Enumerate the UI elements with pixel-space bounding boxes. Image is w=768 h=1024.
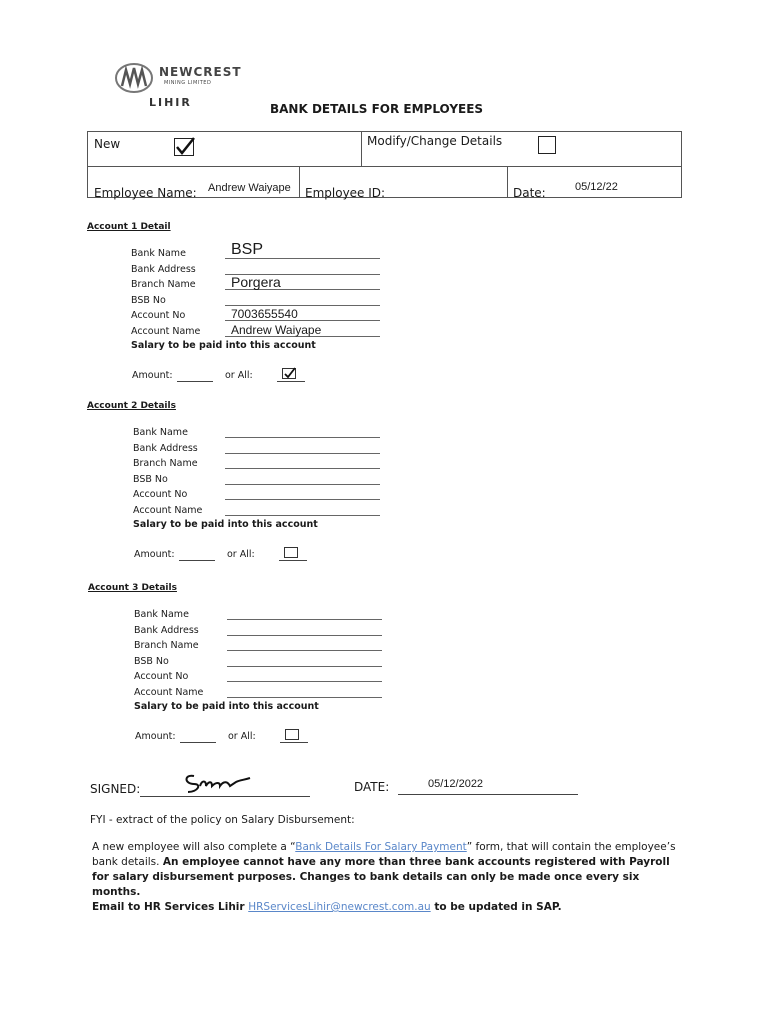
sign-date-label: DATE: <box>354 780 390 794</box>
account-1-amount-label: Amount: <box>132 370 173 381</box>
account-2-field-line <box>225 484 380 485</box>
handwritten-signature-icon <box>180 770 260 796</box>
account-3-field-label: Bank Name <box>134 609 189 620</box>
account-2-salary-label: Salary to be paid into this account <box>133 519 318 530</box>
table-divider <box>299 166 300 197</box>
account-2-field-line <box>225 515 380 516</box>
account-3-field-label: Branch Name <box>134 640 199 651</box>
account-3-field-line <box>227 619 382 620</box>
account-3-all-checkbox[interactable] <box>285 729 299 740</box>
checkmark-icon <box>283 367 297 379</box>
modify-label: Modify/Change Details <box>367 134 503 148</box>
account-3-field-line <box>227 681 382 682</box>
logo-subtitle-text: MINING LIMITED <box>164 80 212 86</box>
sign-date-value[interactable]: 05/12/2022 <box>428 778 484 790</box>
account-2-or-all-label: or All: <box>227 549 255 560</box>
employee-name-label: Employee Name: <box>94 186 197 200</box>
account-3-amount-label: Amount: <box>135 731 176 742</box>
signature-line <box>140 796 310 797</box>
account-2-field-label: Bank Address <box>133 442 198 454</box>
policy-paragraph <box>92 840 682 900</box>
account-2-field-label: Account Name <box>133 504 203 516</box>
account-3-field-line <box>227 650 382 651</box>
policy-text-a: A new employee will also complete a “ <box>92 841 296 853</box>
employee-header-table <box>87 131 682 198</box>
account-1-all-checkbox[interactable] <box>282 368 296 379</box>
bank-details-form-link[interactable]: Bank Details For Salary Payment <box>295 841 467 853</box>
account-2-amount-label: Amount: <box>134 549 175 560</box>
email-text-b: to be updated in SAP. <box>430 901 562 913</box>
account-3-field-label: BSB No <box>134 655 169 667</box>
account-2-all-underline <box>279 560 307 561</box>
account-2-field-label: Bank Name <box>133 427 188 438</box>
table-divider <box>507 166 508 197</box>
employee-name-value[interactable]: Andrew Waiyape <box>208 182 291 194</box>
modify-checkbox[interactable] <box>538 136 556 154</box>
employee-id-label: Employee ID: <box>305 186 386 200</box>
account-1-title: Account 1 Detail <box>87 222 171 232</box>
account-2-field-label: BSB No <box>133 473 168 485</box>
account-2-title: Account 2 Details <box>87 401 176 411</box>
account-2-field-label: Account No <box>133 489 188 500</box>
account-3-title: Account 3 Details <box>88 583 177 593</box>
account-1-field-value[interactable]: BSP <box>231 241 264 258</box>
account-1-field-label: BSB No <box>131 294 166 306</box>
account-1-field-line <box>225 305 380 306</box>
policy-text-bold: An employee cannot have any more than three bank accounts registered with Payroll for salary disbursement purposes. Changes to bank details can only be made once every six months. <box>92 856 670 898</box>
date-label: Date: <box>513 186 546 200</box>
account-3-field-label: Bank Address <box>134 624 199 636</box>
account-3-all-underline <box>280 742 308 743</box>
account-1-salary-label: Salary to be paid into this account <box>131 340 316 351</box>
account-2-amount-input[interactable] <box>179 560 215 561</box>
account-3-or-all-label: or All: <box>228 731 256 742</box>
account-1-field-label: Bank Address <box>131 263 196 275</box>
signed-label: SIGNED: <box>90 782 141 796</box>
account-2-field-line <box>225 468 380 469</box>
policy-intro: FYI - extract of the policy on Salary Disbursement: <box>90 814 355 826</box>
account-1-field-label: Account Name <box>131 325 201 337</box>
company-logo <box>114 60 244 110</box>
logo-brand-text: NEWCREST <box>159 65 242 79</box>
account-1-field-label: Branch Name <box>131 279 196 290</box>
account-1-all-underline <box>277 381 305 382</box>
date-value[interactable]: 05/12/22 <box>575 181 618 193</box>
account-3-field-label: Account Name <box>134 686 204 698</box>
new-checkbox[interactable] <box>174 138 194 156</box>
email-text-a: Email to HR Services Lihir <box>92 901 249 913</box>
email-instruction <box>92 900 692 915</box>
policy-text-b: ” form, that will contain the employee’s bank details. <box>92 841 676 868</box>
account-1-field-value[interactable]: Porgera <box>231 274 281 290</box>
account-3-field-line <box>227 666 382 667</box>
account-3-salary-label: Salary to be paid into this account <box>134 701 319 712</box>
account-2-all-checkbox[interactable] <box>284 547 298 558</box>
account-3-field-label: Account No <box>134 671 189 682</box>
account-2-field-line <box>225 499 380 500</box>
account-1-amount-input[interactable] <box>177 381 213 382</box>
table-divider <box>88 166 681 167</box>
account-1-field-label: Account No <box>131 310 186 321</box>
account-2-field-label: Branch Name <box>133 458 198 469</box>
account-2-field-line <box>225 437 380 438</box>
account-1-field-value[interactable]: Andrew Waiyape <box>231 322 322 337</box>
account-3-amount-input[interactable] <box>180 742 216 743</box>
account-3-field-line <box>227 697 382 698</box>
hr-email-link[interactable]: HRServicesLihir@newcrest.com.au <box>248 901 431 913</box>
account-3-field-line <box>227 635 382 636</box>
sign-date-line <box>398 794 578 795</box>
newcrest-logo-icon <box>114 62 154 94</box>
account-1-or-all-label: or All: <box>225 370 253 381</box>
form-title: BANK DETAILS FOR EMPLOYEES <box>270 102 484 116</box>
account-1-field-label: Bank Name <box>131 248 186 259</box>
table-divider <box>361 132 362 166</box>
new-label: New <box>94 137 121 151</box>
account-2-field-line <box>225 453 380 454</box>
account-1-field-value[interactable]: 7003655540 <box>231 307 298 321</box>
checkmark-icon <box>174 136 196 156</box>
logo-site-text: LIHIR <box>149 96 192 109</box>
